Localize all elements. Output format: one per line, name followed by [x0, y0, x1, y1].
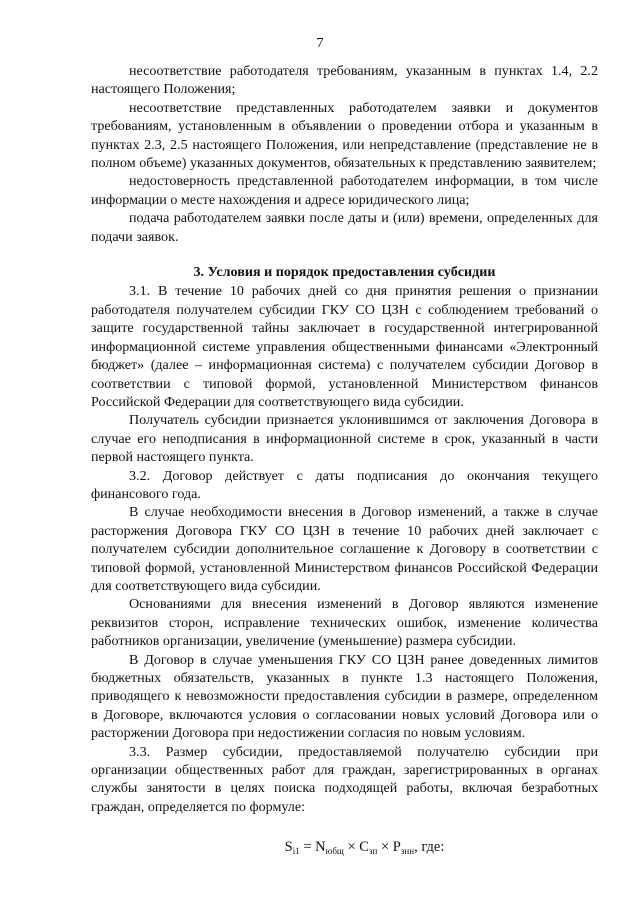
formula-s-sub: i1	[292, 846, 300, 857]
formula-tail: , где:	[414, 839, 445, 856]
paragraph: подача работодателем заявки после даты и (или) времени, определенных для подачи заявок.	[91, 210, 598, 245]
formula-times: ×	[377, 839, 393, 856]
formula-p: P	[392, 839, 401, 856]
paragraph: Получатель субсидии признается уклонившимся от заключения Договора в случае его неподписания в информационной системе в срок, указанный в части первой настоящего пункта.	[91, 412, 598, 466]
formula-p-sub: знн	[400, 846, 415, 857]
paragraph: несоответствие представленных работодателем заявки и документов требованиям, установленным в объявлении о проведении отбора и указанным в пунктах 2.3, 2.5 настоящего Положения, или непредставление (представление не в полном объеме) указанных документов, обязательных к представлению заявителем;	[91, 99, 598, 172]
formula-eq: =	[299, 839, 316, 856]
document-body	[91, 62, 598, 857]
paragraph: Основаниями для внесения изменений в Договор являются изменение реквизитов сторон, исправление технических ошибок, изменение количества работников организации, увеличение (уменьшение) размера субсидии.	[91, 596, 598, 650]
formula-n: N	[315, 839, 326, 856]
paragraph: В Договор в случае уменьшения ГКУ СО ЦЗН ранее доведенных лимитов бюджетных обязательств, указанных в пункте 1.3 настоящего Положения, приводящего к невозможности предоставления субсидии в размере, определенном в Договоре, включаются условия о согласовании новых условий Договора или о расторжении Договора при недостижении согласия по новым условиям.	[91, 651, 598, 742]
formula-times: ×	[343, 839, 360, 856]
paragraph: недостоверность представленной работодателем информации, в том числе информации о месте нахождения и адресе юридического лица;	[91, 173, 598, 208]
formula-n-sub: юбщ	[325, 846, 344, 857]
paragraph: 3.1. В течение 10 рабочих дней со дня принятия решения о признании работодателя получателем субсидии ГКУ СО ЦЗН с соблюдением требований о защите государственной тайны заключает в государственной интегрированной информационной системе управления общественными финансами «Электронный бюджет» (далее – информационная система) с получателем субсидии Договор в соответствии с типовой формой, установленной Министерством финансов Российской Федерации для соответствующего вида субсидии.	[91, 283, 598, 410]
paragraph: В случае необходимости внесения в Договор изменений, а также в случае расторжения Договора ГКУ СО ЦЗН в течение 10 рабочих дней заключает с получателем субсидии дополнительное соглашение к Договору в соответствии с типовой формой, установленной Министерством финансов Российской Федерации для соответствующего вида субсидии.	[91, 504, 598, 594]
paragraph: 3.3. Размер субсидии, предоставляемой получателю субсидии при организации общественных работ для граждан, зарегистрированных в органах службы занятости в целях поиска подходящей работы, включая безработных граждан, определяется по формуле:	[91, 743, 598, 815]
page-number: 7	[316, 36, 324, 51]
paragraph: несоответствие работодателя требованиям, указанным в пунктах 1.4, 2.2 настоящего Положения;	[91, 63, 598, 98]
paragraph: 3.2. Договор действует с даты подписания до окончания текущего финансового года.	[91, 467, 598, 502]
formula-c: C	[359, 839, 369, 856]
formula	[91, 838, 598, 856]
formula-s: S	[284, 839, 293, 856]
formula-c-sub: зп	[368, 846, 378, 857]
section-heading: 3. Условия и порядок предоставления субсидии	[193, 264, 496, 281]
